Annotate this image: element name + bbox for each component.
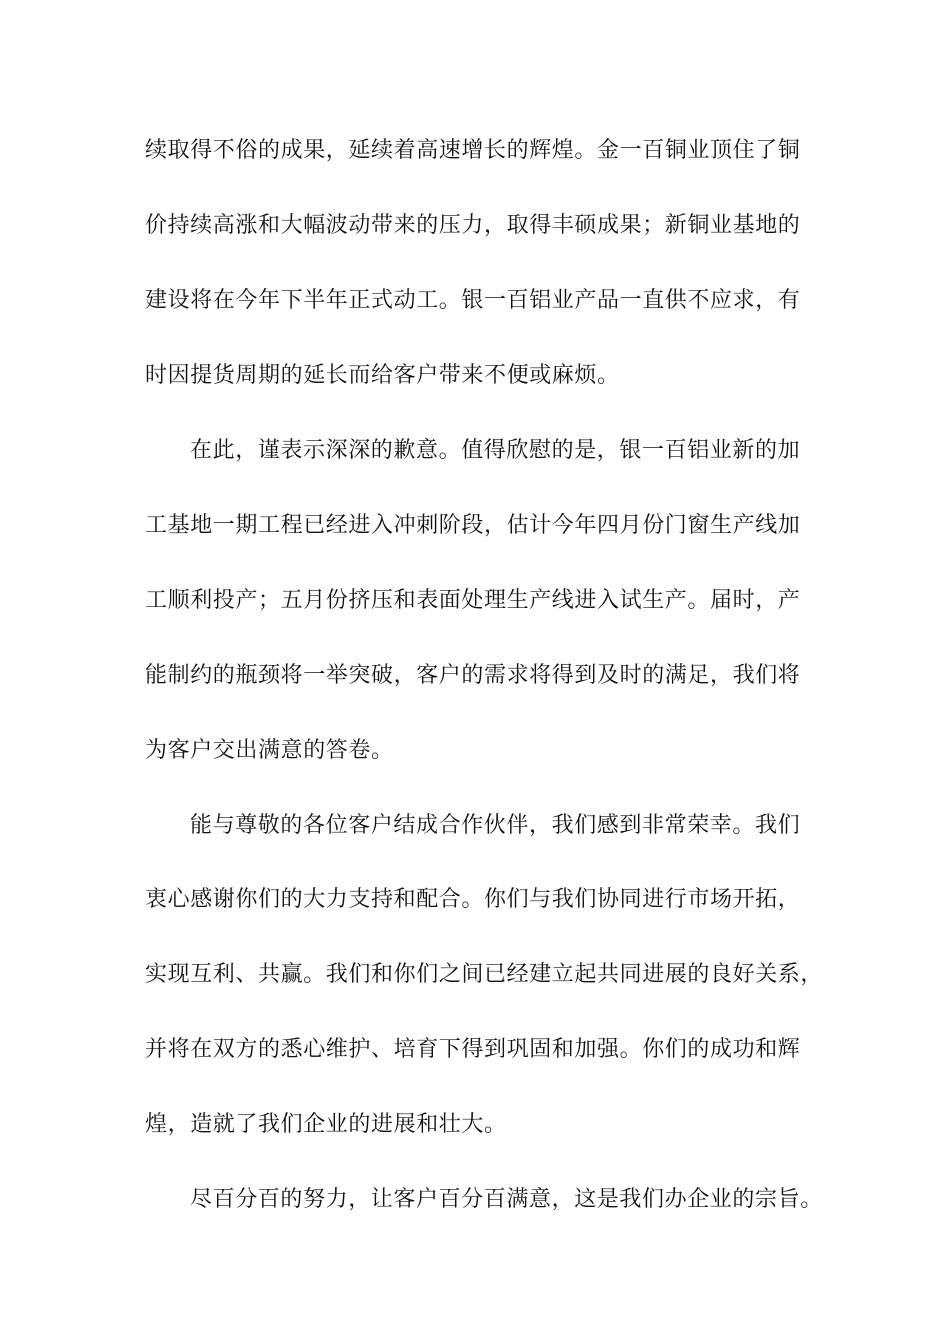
- paragraph-first-line: 尽百分百的努力，让客户百分百满意，这是我们办企业的宗旨。: [190, 1187, 823, 1212]
- text-line: 时因提货周期的延长而给客户带来不便或麻烦。: [145, 363, 620, 388]
- text-line: 能制约的瓶颈将一举突破，客户的需求将得到及时的满足，我们将: [145, 663, 801, 688]
- text-line: 建设将在今年下半年正式动工。银一百铝业产品一直供不应求，有: [145, 288, 801, 313]
- text-line: 并将在双方的悉心维护、培育下得到巩固和加强。你们的成功和辉: [145, 1037, 801, 1062]
- text-line: 衷心感谢你们的大力支持和配合。你们与我们协同进行市场开拓，: [145, 887, 801, 912]
- paragraph-first-line: 在此，谨表示深深的歉意。值得欣慰的是，银一百铝业新的加: [190, 438, 801, 463]
- text-line: 实现互利、共赢。我们和你们之间已经建立起共同进展的良好关系，: [145, 962, 824, 987]
- text-line: 价持续高涨和大幅波动带来的压力，取得丰硕成果；新铜业基地的: [145, 213, 801, 238]
- text-line: 续取得不俗的成果，延续着高速增长的辉煌。金一百铜业顶住了铜: [145, 138, 801, 163]
- text-line: 工基地一期工程已经进入冲刺阶段，估计今年四月份门窗生产线加: [145, 513, 801, 538]
- paragraph-first-line: 能与尊敬的各位客户结成合作伙伴，我们感到非常荣幸。我们: [190, 813, 801, 838]
- text-line: 工顺利投产；五月份挤压和表面处理生产线进入试生产。届时，产: [145, 588, 801, 613]
- text-line: 煌，造就了我们企业的进展和壮大。: [145, 1112, 507, 1137]
- text-line: 为客户交出满意的答卷。: [145, 738, 394, 763]
